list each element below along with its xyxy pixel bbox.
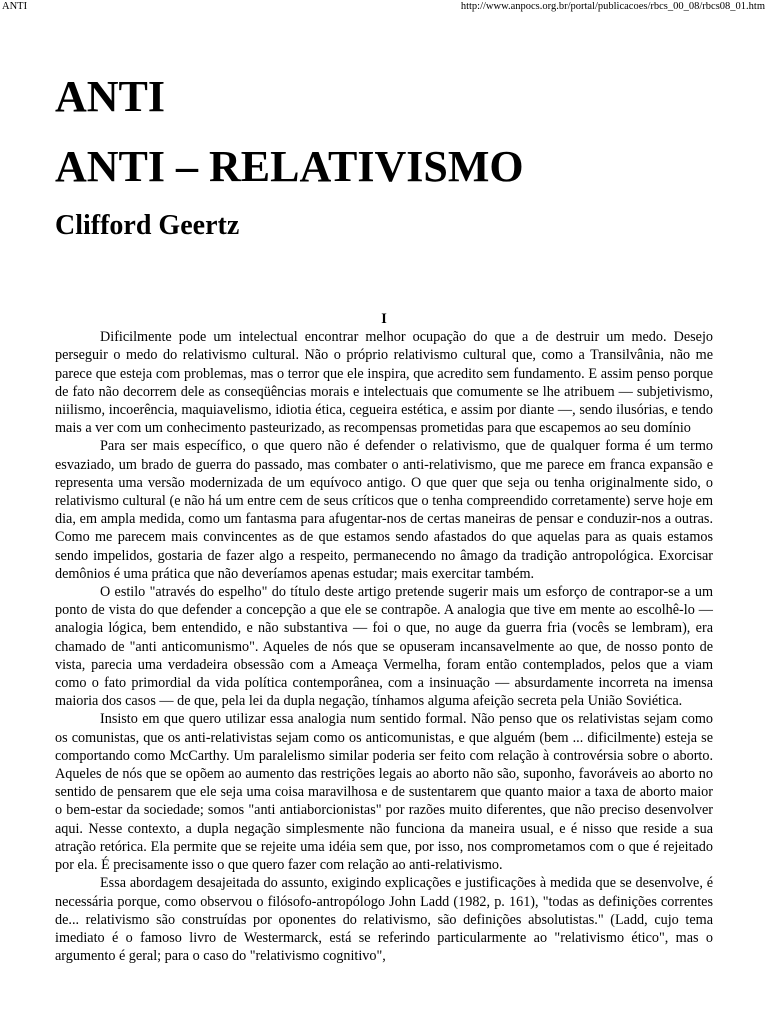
paragraph: Dificilmente pode um intelectual encontrar melhor ocupação do que a de destruir um medo. Desejo perseguir o medo do relativismo cultural. Não o próprio relativismo cultural que, como a Transilvânia, não me parece que esteja com problemas, mas o terror que ele inspira, que acredito sem fundamento. E assim penso porque de fato não decorrem dele as conseqüências morais e intelectuais que comumente se lhe atribuem — subjetivismo, niilismo, incoerência, maquiavelismo, idiotia ética, cegueira estética, e assim por diante —, sendo ilusórias, e tendo mais a ver com um conhecimento pasteurizado, as recompensas prometidas para que escapemos ao seu domínio bbox=[55, 329, 713, 437]
section-number: I bbox=[381, 311, 387, 327]
article-title: ANTI – RELATIVISMO bbox=[55, 142, 524, 191]
article-title-short: ANTI bbox=[55, 72, 166, 121]
paragraph: Para ser mais específico, o que quero não é defender o relativismo, que de qualquer forma é um termo esvaziado, um brado de guerra do passado, mas combater o anti-relativismo, que me parece em franca expansão e representa uma versão modernizada de um equívoco antigo. O que quer que seja ou tenha originalmente sido, o relativismo cultural (e não há um entre cem de seus críticos que o tenha compreendido corretamente) serve hoje em dia, em ampla medida, como um fantasma para afugentar-nos de certas maneiras de pensar e conduzir-nos a outras. Como me parecem mais convincentes as de que estamos sendo afastados do que aquelas para as quais estamos sendo impelidos, gostaria de fazer algo a respeito, permanecendo no âmago da tradição antropológica. Exorcisar demônios é uma prática que não deveríamos apenas estudar; mais exercitar também. bbox=[55, 438, 713, 582]
page-url-header: http://www.anpocs.org.br/portal/publicacoes/rbcs_00_08/rbcs08_01.htm bbox=[460, 1, 765, 12]
paragraph: Essa abordagem desajeitada do assunto, exigindo explicações e justificações à medida que se desenvolve, é necessária porque, como observou o filósofo-antropólogo John Ladd (1982, p. 161), "todas as definições correntes de... relativismo são construídas por oponentes do relativismo, são definições absolutistas." (Ladd, cujo tema imediato é o famoso livro de Westermarck, está se referindo particularmente ao "relativismo ético", mas o argumento é geral; para o caso do "relativismo cognitivo", bbox=[55, 875, 713, 965]
article-heading bbox=[55, 72, 713, 242]
page-title-header: ANTI bbox=[2, 1, 28, 12]
print-header bbox=[0, 0, 768, 14]
paragraph: O estilo "através do espelho" do título deste artigo pretende sugerir mais um esforço de contrapor-se a um ponto de vista do que defender a concepção a que ele se contrapõe. A analogia que tive em mente ao escolhê-lo — analogia lógica, bem entendido, e não substantiva — foi o que, no auge da guerra fria (vocês se lembram), era chamado de "anti anticomunismo". Aqueles de nós que se opuseram incansavelmente ao que, de nosso ponto de vista, parecia uma verdadeira obsessão com a Ameaça Vermelha, foram então contemplados, pelos que a viam como o fato primordial da vida política contemporânea, com a insinuação — absurdamente incorreta na imensa maioria dos casos — de que, pela lei da dupla negação, tínhamos alguma afeição secreta pela União Soviética. bbox=[55, 584, 713, 710]
article-body bbox=[55, 310, 713, 965]
article-author: Clifford Geertz bbox=[55, 210, 240, 241]
paragraph: Insisto em que quero utilizar essa analogia num sentido formal. Não penso que os relativistas sejam como os comunistas, que os anti-relativistas sejam como os anticomunistas, e que alguém (bem ... dificilmente) esteja se comportando como McCarthy. Um paralelismo similar poderia ser feito com relação à controvérsia sobre o aborto. Aqueles de nós que se opõem ao aumento das restrições legais ao aborto não são, suponho, favoráveis ao aborto no sentido de pensarem que ele seja uma coisa maravilhosa e de sustentarem que quanto maior a taxa de aborto maior o bem-estar da sociedade; somos "anti antiaborcionistas" por razões muito diferentes, que não preciso desenvolver aqui. Nesse contexto, a dupla negação simplesmente não funciona da maneira usual, e é nisso que reside a sua atração retórica. Ela permite que se rejeite uma idéia sem que, por isso, nos comprometamos com o que é rejeitado por ela. É precisamente isso o que quero fazer com relação ao anti-relativismo. bbox=[55, 711, 713, 874]
